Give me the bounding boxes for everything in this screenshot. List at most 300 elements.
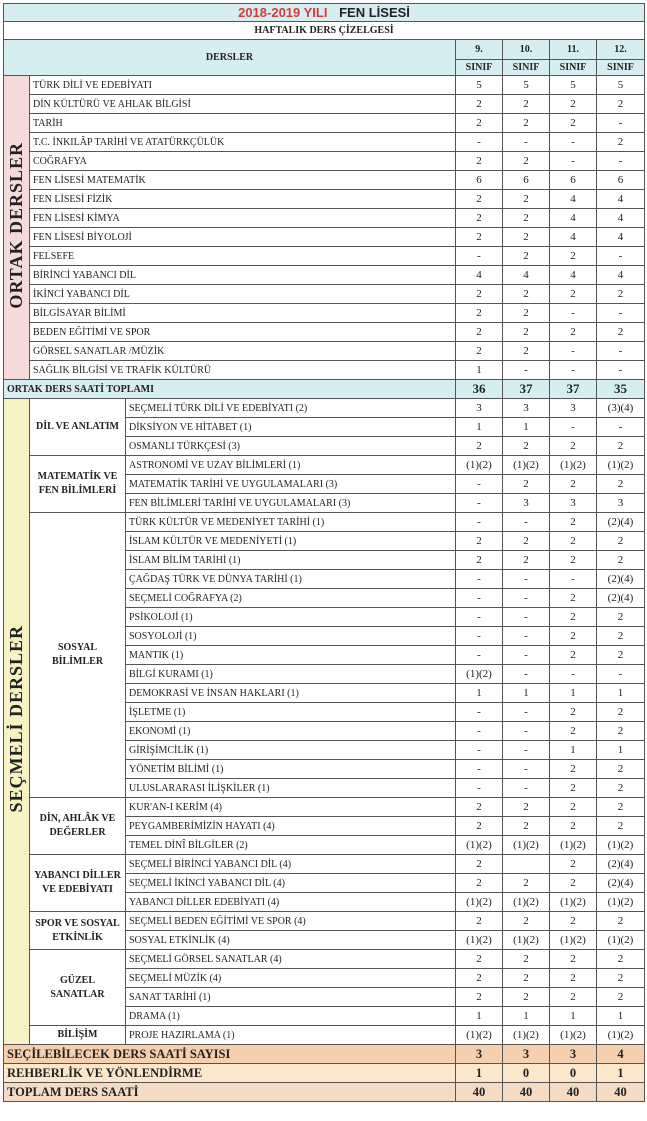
hour-cell: (1)(2) — [503, 456, 550, 475]
hour-cell: 2 — [597, 912, 645, 931]
hour-cell: - — [550, 665, 597, 684]
elective-group-name: DİL VE ANLATIM — [30, 399, 126, 456]
hour-cell: - — [503, 646, 550, 665]
hour-cell: 2 — [597, 760, 645, 779]
hour-cell: (2)(4) — [597, 855, 645, 874]
hour-cell: - — [456, 779, 503, 798]
table-row — [4, 76, 645, 95]
secmeli-dersler-text: SEÇMELİ DERSLER — [6, 625, 26, 813]
hour-cell: - — [503, 722, 550, 741]
course-name: PROJE HAZIRLAMA (1) — [126, 1026, 456, 1045]
hour-cell: 2 — [550, 798, 597, 817]
course-name: SOSYOLOJİ (1) — [126, 627, 456, 646]
footer-row — [4, 1045, 645, 1064]
hour-cell: - — [503, 760, 550, 779]
hour-cell: - — [550, 342, 597, 361]
footer-hour-cell: 0 — [503, 1064, 550, 1083]
table-row — [4, 912, 645, 931]
course-name: KUR'AN-I KERİM (4) — [126, 798, 456, 817]
course-name: SEÇMELİ MÜZİK (4) — [126, 969, 456, 988]
hour-cell: 2 — [456, 323, 503, 342]
hour-cell: 2 — [456, 209, 503, 228]
table-row — [4, 304, 645, 323]
course-name: FEN LİSESİ FİZİK — [30, 190, 456, 209]
hour-cell: 2 — [550, 608, 597, 627]
weekly-schedule-table — [3, 3, 645, 1102]
hour-cell: 2 — [550, 760, 597, 779]
hour-cell: (1)(2) — [597, 931, 645, 950]
hour-cell: 2 — [456, 969, 503, 988]
hour-cell: - — [456, 722, 503, 741]
hour-cell: 1 — [597, 684, 645, 703]
course-name: YABANCI DİLLER EDEBİYATI (4) — [126, 893, 456, 912]
hour-cell: 6 — [597, 171, 645, 190]
hour-cell: 37 — [550, 380, 597, 399]
course-name: DEMOKRASİ VE İNSAN HAKLARI (1) — [126, 684, 456, 703]
hour-cell: 2 — [597, 950, 645, 969]
hour-cell: 4 — [456, 266, 503, 285]
hour-cell: 2 — [503, 437, 550, 456]
footer-hour-cell: 40 — [550, 1083, 597, 1102]
hour-cell: (1)(2) — [503, 1026, 550, 1045]
hour-cell: 2 — [456, 855, 503, 874]
hour-cell: 2 — [550, 779, 597, 798]
table-row — [4, 190, 645, 209]
hour-cell: 4 — [503, 266, 550, 285]
course-name: PEYGAMBERİMİZİN HAYATI (4) — [126, 817, 456, 836]
course-name: BİLGİ KURAMI (1) — [126, 665, 456, 684]
hour-cell: (2)(4) — [597, 874, 645, 893]
hour-cell: - — [456, 475, 503, 494]
footer-hour-cell: 1 — [456, 1064, 503, 1083]
hour-cell: 4 — [597, 209, 645, 228]
hour-cell: (2)(4) — [597, 589, 645, 608]
hour-cell: - — [456, 247, 503, 266]
table-row — [4, 950, 645, 969]
hour-cell: - — [597, 247, 645, 266]
table-row — [4, 323, 645, 342]
header-sinif: SINIF — [503, 60, 550, 76]
hour-cell: (1)(2) — [550, 931, 597, 950]
hour-cell: 2 — [597, 703, 645, 722]
hour-cell: 2 — [456, 874, 503, 893]
hour-cell: 3 — [503, 494, 550, 513]
course-name: İSLAM KÜLTÜR VE MEDENİYETİ (1) — [126, 532, 456, 551]
course-name: BİRİNCİ YABANCI DİL — [30, 266, 456, 285]
hour-cell: 2 — [503, 209, 550, 228]
hour-cell: - — [503, 133, 550, 152]
course-name: İŞLETME (1) — [126, 703, 456, 722]
hour-cell: - — [456, 741, 503, 760]
hour-cell: 2 — [550, 95, 597, 114]
course-name: SOSYAL ETKİNLİK (4) — [126, 931, 456, 950]
hour-cell: - — [550, 570, 597, 589]
hour-cell: (3)(4) — [597, 399, 645, 418]
header-sinif: SINIF — [550, 60, 597, 76]
course-name: FEN LİSESİ KİMYA — [30, 209, 456, 228]
hour-cell: 2 — [503, 950, 550, 969]
hour-cell: 2 — [597, 988, 645, 1007]
footer-hour-cell: 40 — [503, 1083, 550, 1102]
table-row — [4, 285, 645, 304]
course-name: İSLAM BİLİM TARİHİ (1) — [126, 551, 456, 570]
table-row — [4, 114, 645, 133]
hour-cell: - — [550, 152, 597, 171]
hour-cell: 2 — [550, 969, 597, 988]
hour-cell: 1 — [550, 741, 597, 760]
hour-cell: (1)(2) — [597, 836, 645, 855]
hour-cell: - — [597, 342, 645, 361]
hour-cell: 3 — [597, 494, 645, 513]
course-name: İKİNCİ YABANCI DİL — [30, 285, 456, 304]
hour-cell: 2 — [503, 285, 550, 304]
hour-cell: - — [456, 760, 503, 779]
hour-cell: - — [503, 513, 550, 532]
course-name: SANAT TARİHİ (1) — [126, 988, 456, 1007]
hour-cell: 6 — [503, 171, 550, 190]
hour-cell: 2 — [597, 722, 645, 741]
hour-cell: 2 — [550, 817, 597, 836]
hour-cell: 2 — [503, 988, 550, 1007]
course-name: MANTIK (1) — [126, 646, 456, 665]
hour-cell: 2 — [597, 551, 645, 570]
footer-row — [4, 1083, 645, 1102]
hour-cell: 2 — [456, 532, 503, 551]
title-year: 2018-2019 YILI — [238, 5, 328, 20]
hour-cell: - — [597, 418, 645, 437]
hour-cell: 2 — [456, 304, 503, 323]
hour-cell: 2 — [456, 798, 503, 817]
course-name: OSMANLI TÜRKÇESİ (3) — [126, 437, 456, 456]
hour-cell: - — [456, 513, 503, 532]
hour-cell: 2 — [456, 988, 503, 1007]
title-school: FEN LİSESİ — [339, 5, 410, 20]
hour-cell: 2 — [597, 627, 645, 646]
table-row — [4, 266, 645, 285]
hour-cell: - — [503, 570, 550, 589]
table-row — [4, 513, 645, 532]
hour-cell: 2 — [503, 817, 550, 836]
hour-cell: - — [456, 703, 503, 722]
hour-cell: 1 — [503, 684, 550, 703]
table-row — [4, 171, 645, 190]
header-sinif: SINIF — [456, 60, 503, 76]
hour-cell: 4 — [550, 209, 597, 228]
hour-cell: (1)(2) — [597, 893, 645, 912]
hour-cell: - — [597, 665, 645, 684]
footer-row — [4, 1064, 645, 1083]
hour-cell: 2 — [597, 608, 645, 627]
hour-cell: 2 — [456, 114, 503, 133]
hour-cell: 6 — [550, 171, 597, 190]
course-name: ASTRONOMİ VE UZAY BİLİMLERİ (1) — [126, 456, 456, 475]
hour-cell: 2 — [550, 532, 597, 551]
hour-cell: (1)(2) — [550, 1026, 597, 1045]
hour-cell: - — [456, 570, 503, 589]
course-name: SEÇMELİ BEDEN EĞİTİMİ VE SPOR (4) — [126, 912, 456, 931]
course-name: COĞRAFYA — [30, 152, 456, 171]
hour-cell: 2 — [597, 437, 645, 456]
footer-label: REHBERLİK VE YÖNLENDİRME — [4, 1064, 456, 1083]
course-name: FELSEFE — [30, 247, 456, 266]
hour-cell: 2 — [456, 228, 503, 247]
table-row — [4, 361, 645, 380]
table-row — [4, 228, 645, 247]
footer-hour-cell: 40 — [456, 1083, 503, 1102]
hour-cell: 2 — [597, 285, 645, 304]
table-row — [4, 247, 645, 266]
hour-cell: (1)(2) — [503, 893, 550, 912]
hour-cell: 2 — [503, 532, 550, 551]
header-dersler: DERSLER — [4, 40, 456, 76]
hour-cell: (1)(2) — [550, 456, 597, 475]
hour-cell: 5 — [550, 76, 597, 95]
course-name: SEÇMELİ COĞRAFYA (2) — [126, 589, 456, 608]
hour-cell: 1 — [550, 684, 597, 703]
hour-cell: 2 — [503, 304, 550, 323]
hour-cell: 2 — [550, 855, 597, 874]
footer-hour-cell: 3 — [456, 1045, 503, 1064]
hour-cell: 2 — [550, 437, 597, 456]
course-name: SEÇMELİ İKİNCİ YABANCI DİL (4) — [126, 874, 456, 893]
course-name: TEMEL DİNÎ BİLGİLER (2) — [126, 836, 456, 855]
hour-cell: 2 — [550, 703, 597, 722]
course-name: DİKSİYON VE HİTABET (1) — [126, 418, 456, 437]
table-row — [4, 209, 645, 228]
hour-cell: - — [456, 494, 503, 513]
header-grade: 11. — [550, 40, 597, 60]
hour-cell: 2 — [550, 285, 597, 304]
hour-cell: 2 — [597, 779, 645, 798]
header-grade: 10. — [503, 40, 550, 60]
hour-cell: 1 — [456, 418, 503, 437]
hour-cell: 4 — [550, 266, 597, 285]
hour-cell: 2 — [597, 475, 645, 494]
table-subtitle: HAFTALIK DERS ÇİZELGESİ — [4, 22, 645, 40]
course-name: T.C. İNKILÂP TARİHİ VE ATATÜRKÇÜLÜK — [30, 133, 456, 152]
hour-cell: 2 — [503, 114, 550, 133]
course-name: MATEMATİK TARİHİ VE UYGULAMALARI (3) — [126, 475, 456, 494]
hour-cell: 1 — [550, 1007, 597, 1026]
footer-hour-cell: 0 — [550, 1064, 597, 1083]
hour-cell: - — [550, 418, 597, 437]
hour-cell: - — [550, 304, 597, 323]
hour-cell: 2 — [550, 912, 597, 931]
hour-cell: 2 — [503, 969, 550, 988]
hour-cell: 2 — [503, 475, 550, 494]
hour-cell: (2)(4) — [597, 570, 645, 589]
footer-hour-cell: 4 — [597, 1045, 645, 1064]
course-name: FEN BİLİMLERİ TARİHİ VE UYGULAMALARI (3) — [126, 494, 456, 513]
hour-cell: 2 — [503, 551, 550, 570]
hour-cell: 1 — [597, 741, 645, 760]
elective-group-name: YABANCI DİLLER VE EDEBİYATI — [30, 855, 126, 912]
table-row — [4, 133, 645, 152]
hour-cell: 2 — [597, 133, 645, 152]
hour-cell: (2)(4) — [597, 513, 645, 532]
hour-cell: 2 — [456, 551, 503, 570]
hour-cell: - — [503, 779, 550, 798]
hour-cell: 2 — [456, 912, 503, 931]
hour-cell: 1 — [503, 418, 550, 437]
hour-cell: 2 — [456, 152, 503, 171]
hour-cell: 2 — [503, 323, 550, 342]
hour-cell: 2 — [550, 874, 597, 893]
course-name: FEN LİSESİ BİYOLOJİ — [30, 228, 456, 247]
table-row — [4, 798, 645, 817]
hour-cell: - — [456, 133, 503, 152]
ortak-dersler-label — [4, 76, 30, 380]
hour-cell: 2 — [550, 323, 597, 342]
hour-cell: (1)(2) — [456, 456, 503, 475]
footer-hour-cell: 1 — [597, 1064, 645, 1083]
hour-cell: 2 — [456, 285, 503, 304]
hour-cell: 36 — [456, 380, 503, 399]
hour-cell: 2 — [456, 190, 503, 209]
hour-cell: 2 — [456, 342, 503, 361]
hour-cell: (1)(2) — [503, 836, 550, 855]
course-name: YÖNETİM BİLİMİ (1) — [126, 760, 456, 779]
hour-cell: (1)(2) — [456, 665, 503, 684]
footer-label: TOPLAM DERS SAATİ — [4, 1083, 456, 1102]
hour-cell: (1)(2) — [456, 893, 503, 912]
hour-cell: 2 — [503, 798, 550, 817]
course-name: DİN KÜLTÜRÜ VE AHLAK BİLGİSİ — [30, 95, 456, 114]
table-row — [4, 855, 645, 874]
hour-cell: - — [456, 589, 503, 608]
hour-cell: - — [456, 627, 503, 646]
header-grade: 12. — [597, 40, 645, 60]
hour-cell: (1)(2) — [456, 931, 503, 950]
hour-cell: 2 — [550, 114, 597, 133]
hour-cell: - — [550, 361, 597, 380]
hour-cell: - — [456, 646, 503, 665]
hour-cell: 5 — [597, 76, 645, 95]
course-name: TÜRK DİLİ VE EDEBİYATI — [30, 76, 456, 95]
course-name: PSİKOLOJİ (1) — [126, 608, 456, 627]
table-row — [4, 342, 645, 361]
hour-cell: 6 — [456, 171, 503, 190]
hour-cell: 4 — [550, 190, 597, 209]
hour-cell: - — [503, 627, 550, 646]
elective-group-name: DİN, AHLÂK VE DEĞERLER — [30, 798, 126, 855]
hour-cell: 2 — [503, 247, 550, 266]
hour-cell: 2 — [503, 190, 550, 209]
hour-cell — [503, 855, 550, 874]
hour-cell: (1)(2) — [456, 836, 503, 855]
hour-cell: 4 — [597, 266, 645, 285]
hour-cell: (1)(2) — [550, 836, 597, 855]
footer-hour-cell: 3 — [503, 1045, 550, 1064]
course-name: SEÇMELİ GÖRSEL SANATLAR (4) — [126, 950, 456, 969]
header-grade: 9. — [456, 40, 503, 60]
course-name: ULUSLARARASI İLİŞKİLER (1) — [126, 779, 456, 798]
hour-cell: - — [597, 152, 645, 171]
hour-cell: - — [503, 608, 550, 627]
hour-cell: 2 — [597, 532, 645, 551]
table-row — [4, 456, 645, 475]
hour-cell: 2 — [550, 551, 597, 570]
ortak-total-row — [4, 380, 645, 399]
footer-label: SEÇİLEBİLECEK DERS SAATİ SAYISI — [4, 1045, 456, 1064]
hour-cell: 2 — [456, 95, 503, 114]
course-name: SEÇMELİ TÜRK DİLİ VE EDEBİYATI (2) — [126, 399, 456, 418]
table-title — [4, 4, 645, 22]
secmeli-dersler-label — [4, 399, 30, 1045]
hour-cell: 3 — [550, 399, 597, 418]
hour-cell: 2 — [456, 437, 503, 456]
hour-cell: 1 — [456, 684, 503, 703]
table-row — [4, 1026, 645, 1045]
hour-cell: - — [550, 133, 597, 152]
hour-cell: - — [597, 114, 645, 133]
footer-hour-cell: 40 — [597, 1083, 645, 1102]
course-name: TARİH — [30, 114, 456, 133]
hour-cell: 2 — [550, 475, 597, 494]
hour-cell: 2 — [456, 950, 503, 969]
hour-cell: - — [503, 361, 550, 380]
course-name: DRAMA (1) — [126, 1007, 456, 1026]
hour-cell: - — [456, 608, 503, 627]
hour-cell: 3 — [456, 399, 503, 418]
hour-cell: - — [503, 703, 550, 722]
hour-cell: 2 — [597, 646, 645, 665]
ortak-dersler-text: ORTAK DERSLER — [6, 141, 26, 309]
hour-cell: 2 — [503, 912, 550, 931]
hour-cell: 2 — [597, 95, 645, 114]
hour-cell: 2 — [550, 589, 597, 608]
elective-group-name: SOSYAL BİLİMLER — [30, 513, 126, 798]
course-name: GİRİŞİMCİLİK (1) — [126, 741, 456, 760]
hour-cell: 2 — [550, 950, 597, 969]
table-row — [4, 152, 645, 171]
course-name: SAĞLIK BİLGİSİ VE TRAFİK KÜLTÜRÜ — [30, 361, 456, 380]
elective-group-name: GÜZEL SANATLAR — [30, 950, 126, 1026]
hour-cell: 2 — [550, 627, 597, 646]
hour-cell: (1)(2) — [597, 1026, 645, 1045]
hour-cell: 5 — [503, 76, 550, 95]
hour-cell: 1 — [597, 1007, 645, 1026]
hour-cell: 2 — [503, 152, 550, 171]
header-sinif: SINIF — [597, 60, 645, 76]
hour-cell: 35 — [597, 380, 645, 399]
course-name: BİLGİSAYAR BİLİMİ — [30, 304, 456, 323]
hour-cell: 4 — [550, 228, 597, 247]
hour-cell: 2 — [597, 817, 645, 836]
hour-cell: 2 — [503, 342, 550, 361]
hour-cell: 2 — [550, 722, 597, 741]
hour-cell: 1 — [456, 1007, 503, 1026]
course-name: ÇAĞDAŞ TÜRK VE DÜNYA TARİHİ (1) — [126, 570, 456, 589]
hour-cell: (1)(2) — [597, 456, 645, 475]
hour-cell: 2 — [597, 323, 645, 342]
hour-cell: 2 — [597, 969, 645, 988]
hour-cell: 2 — [550, 247, 597, 266]
hour-cell: 2 — [597, 798, 645, 817]
hour-cell: 5 — [456, 76, 503, 95]
hour-cell: 2 — [503, 874, 550, 893]
hour-cell: 1 — [503, 1007, 550, 1026]
hour-cell: - — [597, 304, 645, 323]
footer-hour-cell: 3 — [550, 1045, 597, 1064]
hour-cell: 3 — [550, 494, 597, 513]
hour-cell: - — [503, 741, 550, 760]
hour-cell: 2 — [456, 817, 503, 836]
course-name: GÖRSEL SANATLAR /MÜZİK — [30, 342, 456, 361]
course-name: BEDEN EĞİTİMİ VE SPOR — [30, 323, 456, 342]
hour-cell: 4 — [597, 228, 645, 247]
hour-cell: - — [503, 665, 550, 684]
